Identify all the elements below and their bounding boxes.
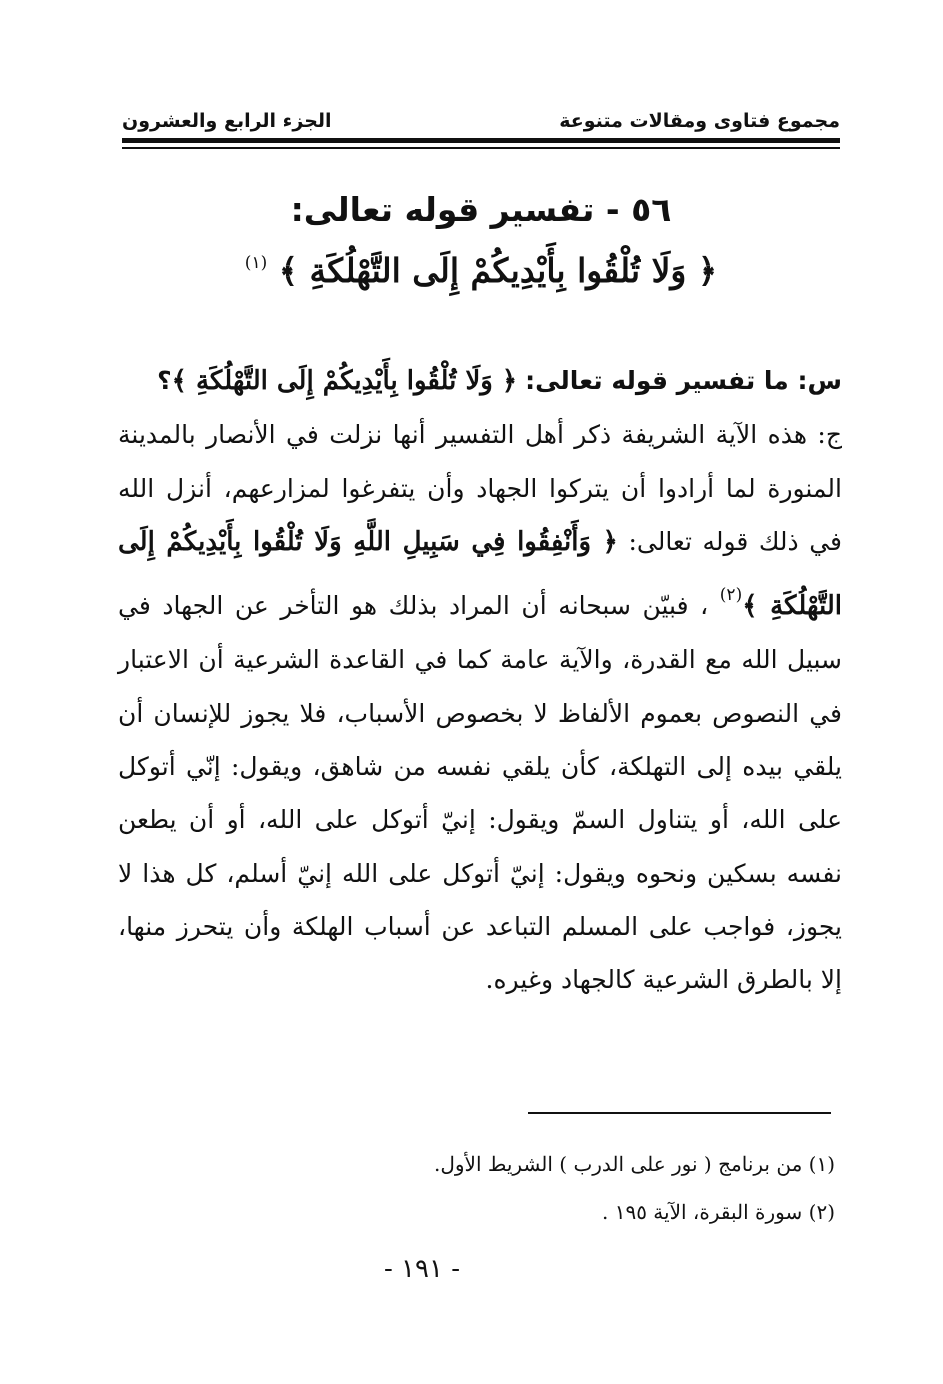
answer-verse: ﴿ وَأَنْفِقُوا فِي سَبِيلِ اللَّهِ وَلَا تُلْقُوا بِأَيْدِيكُمْ إِلَى التَّهْلُكَةِ ﴾ (118, 526, 842, 622)
question-verse: ﴿ وَلَا تُلْقُوا بِأَيْدِيكُمْ إِلَى التَّهْلُكَةِ ﴾ (171, 366, 518, 396)
question-label: س: ما تفسير قوله تعالى: (525, 366, 842, 395)
footnote-1: (١) من برنامج ( نور على الدرب ) الشريط الأول. (433, 1152, 835, 1176)
footnotes (300, 1140, 835, 1236)
footnote-ref-1: (١) (244, 253, 268, 273)
chapter-verse (122, 238, 840, 296)
header-book-title: مجموع فتاوى ومقالات متنوعة (559, 110, 840, 132)
chapter-title: ٥٦ - تفسير قوله تعالى: (290, 190, 672, 229)
chapter-verse-text: ﴿ وَلَا تُلْقُوا بِأَيْدِيكُمْ إِلَى التَّهْلُكَةِ ﴾ (278, 251, 718, 290)
page-number: - ١٩١ - (383, 1254, 461, 1284)
answer-rest: ، فبيّن سبحانه أن المراد بذلك هو التأخر عن الجهاد في سبيل الله مع القدرة، والآية عامة كما في القاعدة الشرعية أن الاعتبار في النصوص بعموم الألفاظ لا بخصوص الأسباب، فلا يجوز للإنسان أن يلقي بيده إلى التهلكة، كأن يلقي نفسه من شاهق، ويقول: إنّي أتوكل على الله، أو يتناول السمّ ويقول: إنيّ أتوكل على الله، أو أن يطعن نفسه بسكين ونحوه ويقول: إنيّ أتوكل على الله إنيّ أسلم، كل هذا لا يجوز، فواجب على المسلم التباعد عن أسباب الهلكة وأن يتحرز منها، إلا بالطرق الشرعية كالجهاد وغيره. (118, 591, 842, 995)
running-header (122, 96, 840, 132)
question-mark: ؟ (157, 366, 172, 395)
header-rule-thick (122, 138, 840, 143)
question-paragraph (118, 354, 842, 408)
footnote-ref-2: (٢) (719, 585, 743, 606)
header-rule-thin (122, 147, 840, 149)
body-text (118, 354, 842, 1007)
footnote-2: (٢) سورة البقرة، الآية ١٩٥ . (602, 1200, 835, 1224)
footnote-separator (528, 1112, 831, 1114)
answer-intro: ج: هذه الآية الشريفة ذكر أهل التفسير أنها نزلت في الأنصار بالمدينة المنورة لما أرادوا أن يتركوا الجهاد وأن يتفرغوا لمزارعهم، أنزل الله في ذلك قوله تعالى: (118, 420, 842, 556)
header-volume: الجزء الرابع والعشرون (122, 110, 332, 132)
answer-paragraph (118, 408, 842, 1006)
